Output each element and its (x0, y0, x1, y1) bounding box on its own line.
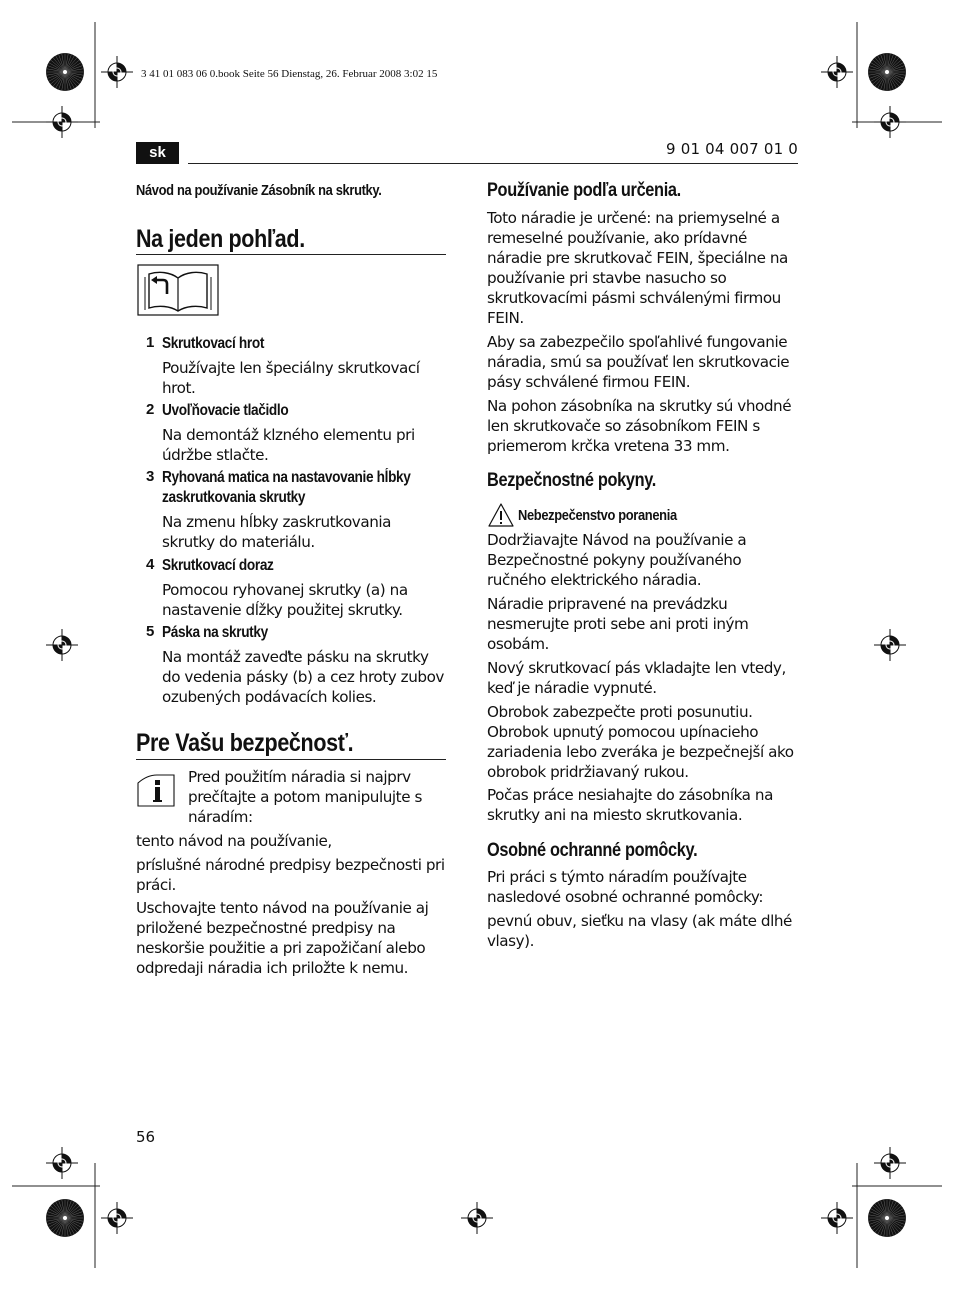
use-title: Používanie podľa určenia. (487, 180, 681, 201)
ppe-p2: pevnú obuv, sieťku na vlasy (ak máte dlhé vlasy). (487, 912, 792, 950)
info-note-icon (137, 773, 175, 811)
safety-instr-p4: Obrobok zabezpečte proti posunutiu. Obrobok upnutý pomocou upínacieho zariadenia lebo zveráka je bezpečnejší ako obrobok pridržiavaný rukou. (487, 703, 794, 781)
safety-instr-p3: Nový skrutkovací pás vkladajte len vtedy, keď je náradie vypnuté. (487, 659, 786, 697)
document-page: 3 41 01 083 06 0.book Seite 56 Dienstag, 26. Februar 2008 3:02 15 sk 9 01 04 007 01 0 Návod na používanie Zásobník na skrutky. Na jeden pohľad. 1 Skrutkovací hrot Používajte len špeciálny skrutkovací hrot. 2 Uvoľňovacie tlačidlo Na demontáž klzného elementu pri údržbe stlačte. 3 Ryhovaná matica na nastavovanie hĺbky zaskrutkovania skrutky Na zmenu hĺbky zaskrutkovania skrutky do materiálu. 4 Skrutkovací doraz Pomocou ryhovanej skrutky (a) na nastavenie dĺžky použitej skrutky. 5 Páska na skrutky Na montáž zaveďte pásku na skrutky do vedenia pásky (b) a cez hroty zubov ozubených podávacích kolies. Pre Vašu bezpečnosť. Pred použitím náradia si najprv prečítajte a potom manipulujte s náradím: tento návod na používanie, príslušné národné predpisy bezpečnosti pri práci. Uschovajte tento návod na používanie aj priložené bezpečnostné predpisy na neskoršie použitie a pri zapožičaní alebo odpredaji náradia ich priložte k nemu. Používanie podľa určenia. Toto náradie je určené: na priemyselné a remeselné používanie, ako prídavné náradie pre skrutkovač FEIN, špeciálne na používanie pri stavbe nasucho so skrutkovacími pásmi schválenými firmou FEIN. Aby sa zabezpečilo spoľahlivé fungovanie náradia, smú sa používať len skrutkovacie pásy schválené firmou FEIN. Na pohon zásobníka na skrutky sú vhodné len skrutkovače so zásobníkom FEIN s priemerom krčka vretena 33 mm. Bezpečnostné pokyny. Nebezpečenstvo poranenia Dodržiavajte Návod na používanie a Bezpečnostné pokyny používaného ručného elektrického náradia. Náradie pripravené na prevádzku nesmerujte proti sebe ani proti iným osobám. Nový skrutkovací pás vkladajte len vtedy, keď je náradie vypnuté. Obrobok zabezpečte proti posunutiu. Obrobok upnutý pomocou upínacieho zariadenia lebo zveráka je bezpečnejší ako obrobok pridržiavaný rukou. Počas práce nesiahajte do zásobníka na skrutky ani na miesto skrutkovania. Osobné ochranné pomôcky. Pri práci s týmto náradím používajte nasledové osobné ochranné pomôcky: pevnú obuv, sieťku na vlasy (ak máte dlhé vlasy). 56 (0, 0, 954, 1291)
safety-p1: tento návod na používanie, (136, 832, 332, 850)
doc-number: 9 01 04 007 01 0 (666, 140, 799, 158)
print-meta: 3 41 01 083 06 0.book Seite 56 Dienstag, 26. Februar 2008 3:02 15 (141, 68, 438, 80)
crosshair-register-mark-icon (821, 56, 853, 88)
warning-triangle-icon (488, 503, 514, 531)
safety-instr-p2: Náradie pripravené na prevádzku nesmerujte proti sebe ani proti iným osobám. (487, 595, 749, 653)
intro-line: Návod na používanie Zásobník na skrutky. (136, 182, 382, 199)
crosshair-register-mark-icon (874, 106, 906, 138)
use-p3: Na pohon zásobníka na skrutky sú vhodné len skrutkovače so zásobníkom FEIN s priemerom krčka vretena 33 mm. (487, 397, 792, 455)
radial-target-mark-icon (46, 1199, 84, 1237)
use-p2: Aby sa zabezpečilo spoľahlivé fungovanie náradia, smú sa používať len skrutkovacie pásy schválené firmou FEIN. (487, 333, 790, 391)
safety-p2: príslušné národné predpisy bezpečnosti pri práci. (136, 856, 445, 894)
use-p1: Toto náradie je určené: na priemyselné a remeselné používanie, ako prídavné náradie pre skrutkovač FEIN, špeciálne na používanie pri stavbe nasucho so skrutkovacími pásmi schválenými firmou FEIN. (487, 209, 788, 327)
glance-title: Na jeden pohľad. (136, 225, 305, 253)
safety-instr-p1: Dodržiavajte Návod na používanie a Bezpečnostné pokyny používaného ručného elektrického náradia. (487, 531, 747, 589)
safety-rule (136, 759, 446, 760)
safety-title: Pre Vašu bezpečnosť. (136, 729, 354, 757)
crosshair-register-mark-icon (46, 106, 78, 138)
safety-instr-p5: Počas práce nesiahajte do zásobníka na skrutky ani na miesto skrutkovania. (487, 786, 773, 824)
language-tag: sk (136, 142, 179, 164)
crosshair-register-mark-icon (46, 629, 78, 661)
radial-target-mark-icon (868, 1199, 906, 1237)
page-number: 56 (136, 1128, 156, 1146)
safety-p3: Uschovajte tento návod na používanie aj priložené bezpečnostné predpisy na neskoršie použitie a pri zapožičaní alebo odpredaji náradia ich priložte k nemu. (136, 899, 429, 977)
radial-target-mark-icon (868, 53, 906, 91)
safety-instructions-title: Bezpečnostné pokyny. (487, 470, 656, 491)
crosshair-register-mark-icon (874, 629, 906, 661)
crosshair-register-mark-icon (101, 1202, 133, 1234)
ppe-p1: Pri práci s týmto náradím používajte nasledové osobné ochranné pomôcky: (487, 868, 763, 906)
ppe-title: Osobné ochranné pomôcky. (487, 840, 698, 861)
crosshair-register-mark-icon (874, 1147, 906, 1179)
crosshair-register-mark-icon (101, 56, 133, 88)
crosshair-register-mark-icon (46, 1147, 78, 1179)
crosshair-register-mark-icon (821, 1202, 853, 1234)
radial-target-mark-icon (46, 53, 84, 91)
crop-lines (12, 22, 942, 1268)
danger-label: Nebezpečenstvo poranenia (518, 507, 677, 524)
open-book-manual-icon (137, 264, 219, 320)
crosshair-register-mark-icon (461, 1202, 493, 1234)
glance-rule (136, 254, 446, 255)
safety-note: Pred použitím náradia si najprv prečítajte a potom manipulujte s náradím: (188, 768, 422, 826)
header-rule (188, 163, 798, 164)
